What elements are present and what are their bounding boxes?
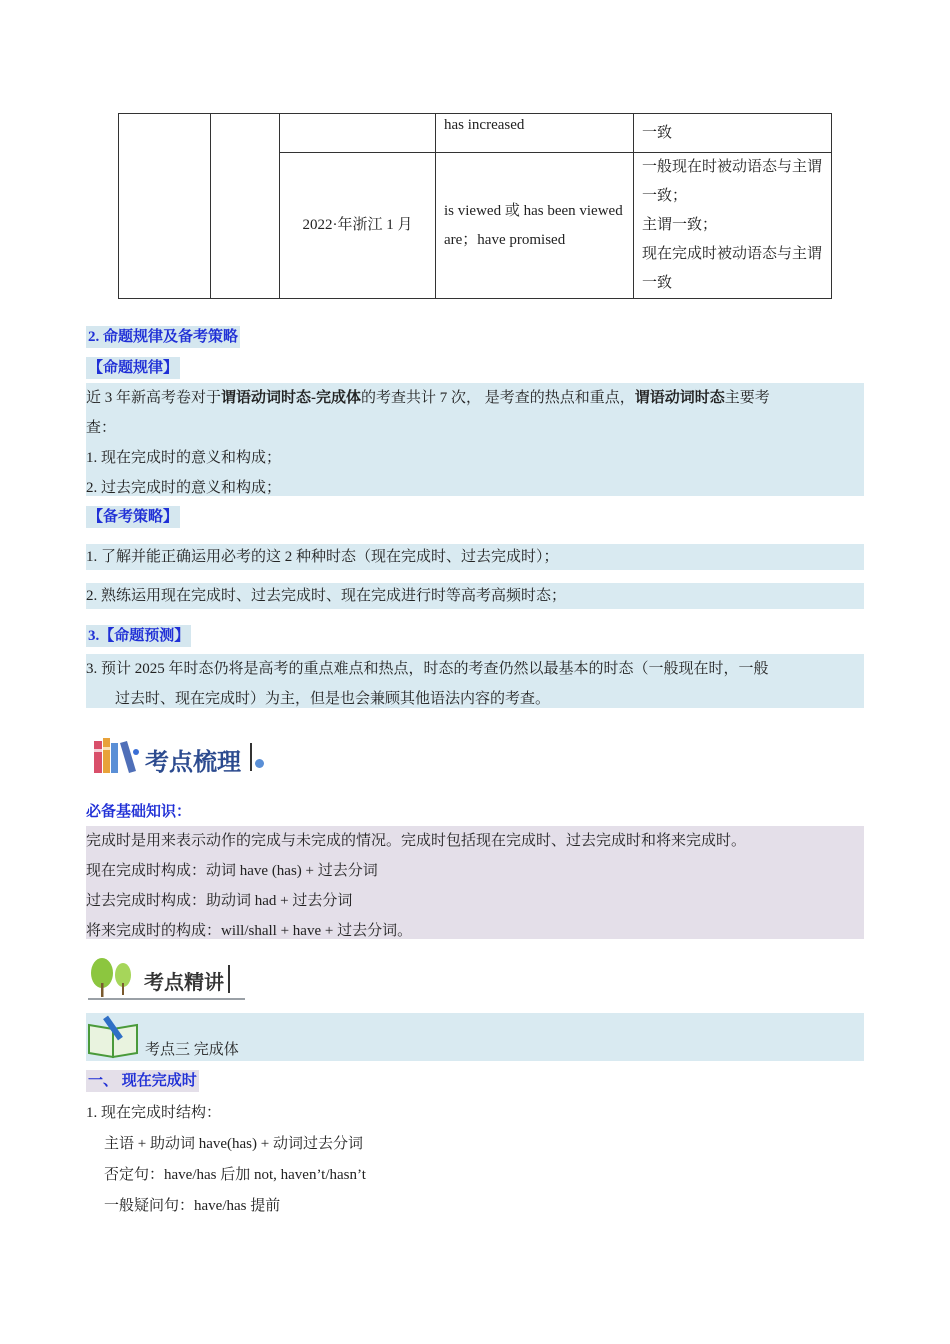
table-cell [634,153,832,299]
table-cell [280,153,436,299]
kaodian-shuli-banner [92,735,272,779]
structure-line: 主语 + 助动词 have(has) + 动词过去分词 [104,1136,363,1152]
prediction-text: 3. 预计 2025 年时态仍将是高考的重点难点和热点，时态的考查仍然以最基本的时态（一般现在时，一般 [86,661,769,677]
list-item: 1. 现在完成时的意义和构成； [86,450,282,466]
part-heading: 一、 现在完成时 [86,1070,199,1092]
basics-line: 现在完成时构成：动词 have (has) + 过去分词 [86,863,378,879]
dot-icon [255,759,264,768]
basics-line: 将来完成时的构成：will/shall + have + 过去分词。 [86,923,413,939]
point-text: 一致 [642,124,673,141]
point-text: 主谓一致； [642,217,718,233]
cursor-bar [250,743,252,771]
table-cell [119,114,211,299]
section-heading: 3.【命题预测】 [86,625,191,647]
basics-line: 完成时是用来表示动作的完成与未完成的情况。完成时包括现在完成时、过去完成时和将来完成时。 [86,833,747,849]
list-item: 2. 熟练运用现在完成时、过去完成时、现在完成进行时等高考高频时态； [86,583,864,609]
answer-text: are；have promised [444,231,566,248]
structure-line: 否定句：have/has 后加 not, haven’t/hasn’t [104,1167,366,1183]
kaodian-label: 考点三 完成体 [145,1042,239,1058]
rule-text: 查： [86,420,117,436]
underline-divider [88,998,245,1000]
rule-emphasis: 谓语动词时态-完成体 [221,390,362,406]
structure-title: 1. 现在完成时结构： [86,1105,222,1121]
exam-year: 2022·年浙江 1 月 [302,217,413,233]
rule-emphasis: 谓语动词时态 [634,390,725,406]
rule-text: 主要考 [724,390,770,406]
answer-text: has increased [444,117,525,133]
section-heading: 2. 命题规律及备考策略 [86,326,240,348]
list-item: 1. 了解并能正确运用必考的这 2 种种时态（现在完成时、过去完成时）； [86,544,864,570]
rule-label: 【命题规律】 [86,357,180,379]
table-cell [634,114,832,153]
list-item: 2. 过去完成时的意义和构成； [86,480,282,496]
prediction-text: 过去时、现在完成时）为主，但是也会兼顾其他语法内容的考查。 [115,691,551,707]
structure-line: 一般疑问句：have/has 提前 [104,1198,281,1214]
answer-text: is viewed 或 has been viewed [444,202,623,219]
rule-block [86,383,864,496]
strategy-label: 【备考策略】 [86,506,180,528]
rule-text: 的考查共计 7 次， 是考查的热点和重点， [361,390,635,406]
prediction-block [86,654,864,708]
table-cell [211,114,280,299]
basics-block [86,826,864,939]
table-cell [436,153,634,299]
book-pencil-icon [86,1013,142,1059]
table-cell [436,114,634,153]
basics-line: 过去完成时构成：助动词 had + 过去分词 [86,893,353,909]
part1-content [86,1098,366,1222]
basics-heading: 必备基础知识： [86,804,192,820]
cursor-bar [228,965,230,993]
banner-title: 考点精讲 [144,970,224,994]
point-text: 现在完成时被动语态与主谓一致 [642,246,823,291]
rule-text: 近 3 年新高考卷对于 [86,390,222,406]
tree-icon [88,955,138,999]
books-icon [92,735,142,779]
table-cell [280,114,436,153]
exam-table [118,113,832,299]
kaodian-jingjiang-banner [88,955,248,1001]
point-text: 一般现在时被动语态与主谓一致； [642,159,823,204]
banner-title: 考点梳理 [145,748,241,776]
dot-icon [133,749,139,755]
kaodian-block [86,1013,864,1061]
